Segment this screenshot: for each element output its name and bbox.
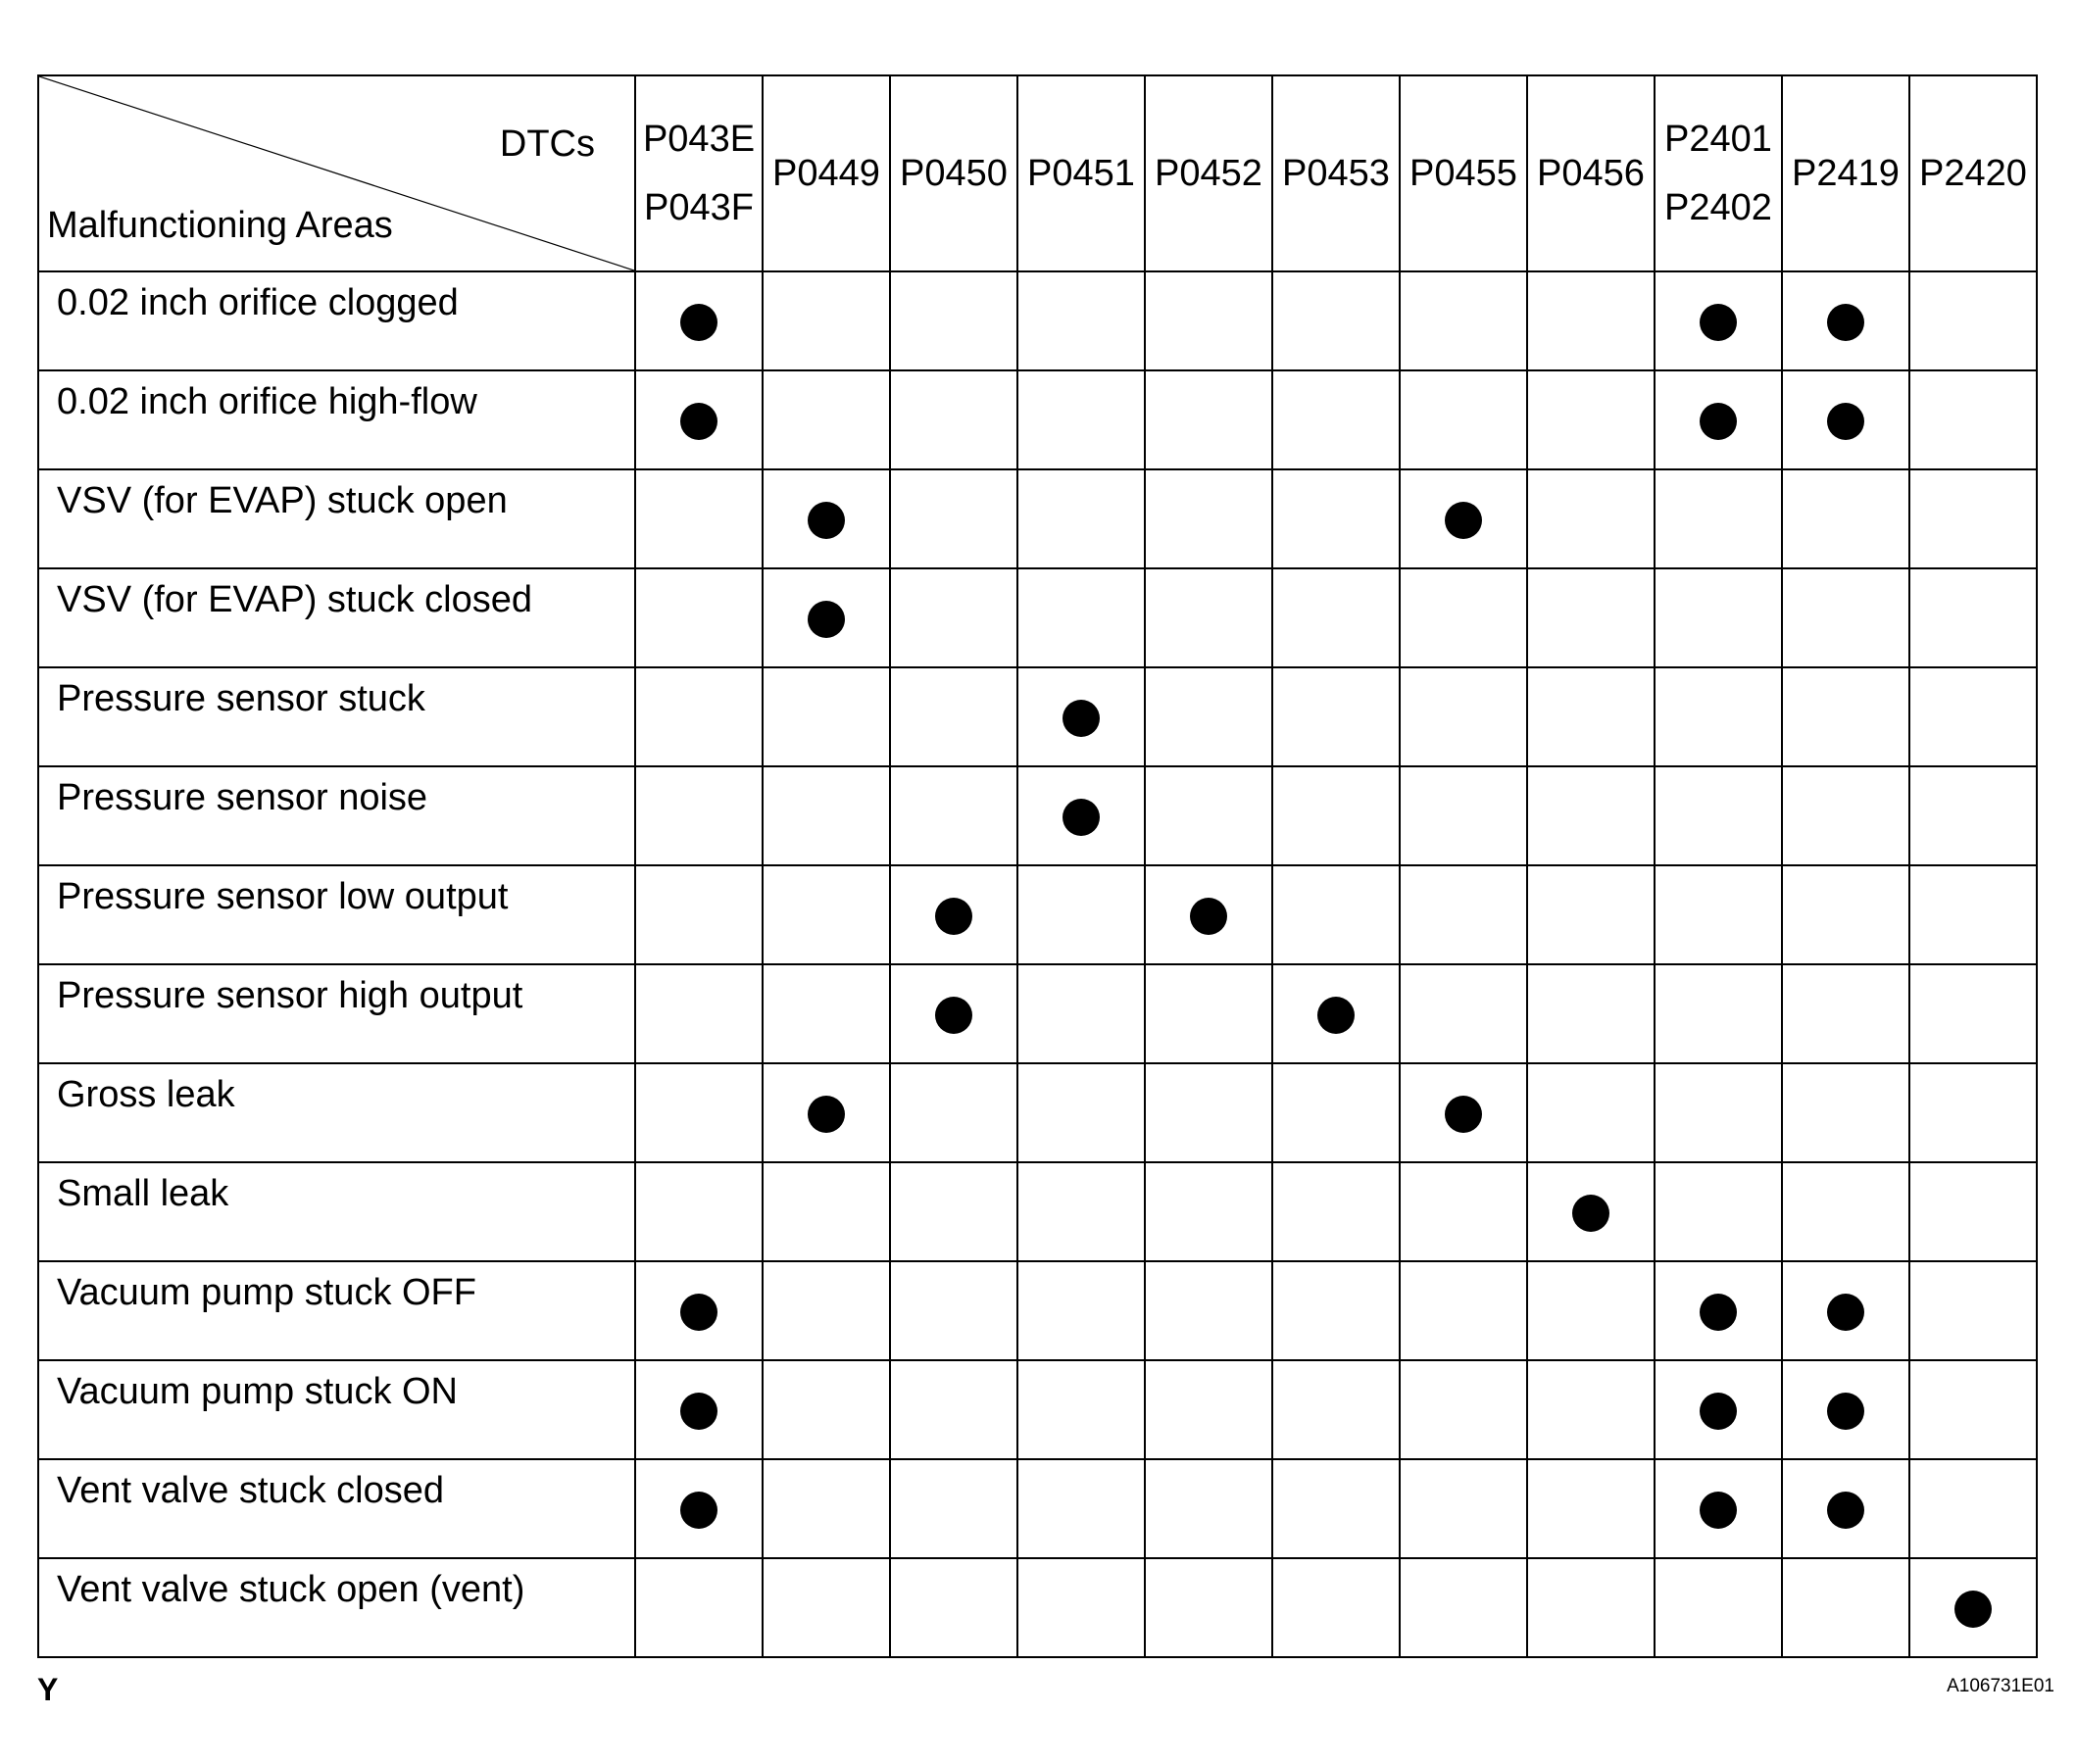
matrix-cell [1782,469,1909,568]
matrix-cell [1272,964,1400,1063]
matrix-cell [1655,271,1782,370]
matrix-cell [1782,1360,1909,1459]
dtc-column-header [1655,75,1782,271]
dtc-column-header [1145,75,1272,271]
matrix-cell [1527,667,1655,766]
matrix-cell [763,568,890,667]
table-row [38,568,2037,667]
applicable-dot-icon [680,1393,717,1430]
matrix-cell [1909,1063,2037,1162]
applicable-dot-icon [1827,304,1864,341]
matrix-cell [1145,469,1272,568]
dtc-column-header [1527,75,1655,271]
applicable-dot-icon [935,898,972,935]
matrix-cell [763,469,890,568]
matrix-cell [1909,1261,2037,1360]
matrix-cell [1655,469,1782,568]
matrix-cell [763,1360,890,1459]
matrix-cell [1909,766,2037,865]
matrix-cell [1527,1261,1655,1360]
matrix-cell [635,766,763,865]
table-body [38,271,2037,1657]
matrix-cell [1527,271,1655,370]
applicable-dot-icon [1063,799,1100,836]
matrix-cell [1655,964,1782,1063]
matrix-cell [1909,1162,2037,1261]
matrix-cell [1782,1162,1909,1261]
matrix-cell [635,469,763,568]
matrix-cell [1400,1162,1527,1261]
malfunction-area-label: Pressure sensor noise [38,766,635,865]
matrix-cell [1655,1063,1782,1162]
matrix-cell [763,1459,890,1558]
matrix-cell [890,865,1017,964]
matrix-cell [1145,271,1272,370]
matrix-cell [1272,271,1400,370]
matrix-cell [1017,1459,1145,1558]
matrix-cell [1272,1459,1400,1558]
matrix-cell [635,271,763,370]
matrix-cell [1527,865,1655,964]
applicable-dot-icon [1700,1492,1737,1529]
matrix-cell [1017,1558,1145,1657]
applicable-dot-icon [1700,403,1737,440]
matrix-cell [1017,370,1145,469]
matrix-cell [1400,964,1527,1063]
matrix-cell [1017,766,1145,865]
matrix-cell [1145,667,1272,766]
applicable-dot-icon [1827,1294,1864,1331]
matrix-cell [1527,1162,1655,1261]
matrix-cell [1145,865,1272,964]
malfunction-area-label: 0.02 inch orifice clogged [38,271,635,370]
dtc-column-header [1017,75,1145,271]
matrix-cell [1909,271,2037,370]
matrix-cell [1400,370,1527,469]
matrix-cell [635,1261,763,1360]
matrix-cell [1017,667,1145,766]
applicable-dot-icon [1190,898,1227,935]
matrix-cell [763,865,890,964]
matrix-cell [1782,766,1909,865]
malfunction-area-label: 0.02 inch orifice high-flow [38,370,635,469]
matrix-cell [1400,568,1527,667]
matrix-cell [1909,1558,2037,1657]
matrix-cell [1017,568,1145,667]
malfunction-area-label: Pressure sensor low output [38,865,635,964]
matrix-cell [1782,271,1909,370]
matrix-cell [1017,1261,1145,1360]
dtc-code: P0451 [1027,153,1135,194]
corner-header-cell [38,75,635,271]
matrix-cell [1145,1063,1272,1162]
matrix-cell [635,1360,763,1459]
matrix-cell [890,1360,1017,1459]
dtc-column-header [1272,75,1400,271]
malfunction-area-label: Vent valve stuck open (vent) [38,1558,635,1657]
matrix-cell [1145,964,1272,1063]
matrix-cell [1145,568,1272,667]
applicable-dot-icon [1700,1393,1737,1430]
matrix-cell [1782,1261,1909,1360]
matrix-cell [635,1162,763,1261]
applicable-dot-icon [935,997,972,1034]
matrix-cell [763,766,890,865]
matrix-cell [1145,1459,1272,1558]
dtc-code: P043F [644,187,754,228]
malfunction-area-label: Pressure sensor high output [38,964,635,1063]
matrix-cell [635,964,763,1063]
matrix-cell [890,370,1017,469]
matrix-cell [1400,1360,1527,1459]
applicable-dot-icon [1317,997,1355,1034]
dtc-code: P0452 [1155,153,1262,194]
matrix-cell [1527,1459,1655,1558]
matrix-cell [763,964,890,1063]
matrix-cell [763,271,890,370]
matrix-cell [1272,1261,1400,1360]
matrix-cell [1527,469,1655,568]
matrix-cell [1400,667,1527,766]
matrix-cell [890,1558,1017,1657]
dtc-column-header [1400,75,1527,271]
malfunctioning-areas-axis-label: Malfunctioning Areas [47,205,393,246]
matrix-cell [1017,964,1145,1063]
table-row [38,1261,2037,1360]
matrix-cell [1655,1459,1782,1558]
dtc-code: P2420 [1919,153,2027,194]
matrix-cell [1272,370,1400,469]
matrix-cell [1017,1063,1145,1162]
malfunction-area-label: Pressure sensor stuck [38,667,635,766]
matrix-cell [1400,865,1527,964]
dtc-column-header [763,75,890,271]
applicable-dot-icon [808,502,845,539]
matrix-cell [1909,1360,2037,1459]
matrix-cell [890,1063,1017,1162]
matrix-cell [763,667,890,766]
matrix-cell [1272,568,1400,667]
dtc-column-header [890,75,1017,271]
matrix-cell [763,1261,890,1360]
matrix-cell [1272,1360,1400,1459]
matrix-cell [1017,1162,1145,1261]
dtc-code: P0450 [900,153,1008,194]
malfunction-area-label: VSV (for EVAP) stuck open [38,469,635,568]
table-row [38,370,2037,469]
matrix-cell [1017,1360,1145,1459]
matrix-cell [1909,964,2037,1063]
matrix-cell [1527,1558,1655,1657]
matrix-cell [1145,1360,1272,1459]
applicable-dot-icon [1954,1591,1992,1628]
matrix-cell [890,766,1017,865]
header-row [38,75,2037,271]
matrix-cell [1527,568,1655,667]
matrix-cell [1272,1558,1400,1657]
matrix-cell [635,1063,763,1162]
table-row [38,1459,2037,1558]
applicable-dot-icon [1063,700,1100,737]
matrix-cell [1782,1558,1909,1657]
dtc-code: P0453 [1282,153,1390,194]
dtc-code: P2402 [1664,187,1772,228]
matrix-cell [890,469,1017,568]
matrix-cell [1655,1261,1782,1360]
applicable-dot-icon [680,304,717,341]
applicable-dot-icon [1445,502,1482,539]
matrix-cell [1782,568,1909,667]
matrix-cell [1909,1459,2037,1558]
matrix-cell [1909,370,2037,469]
dtc-code: P0455 [1409,153,1517,194]
applicable-dot-icon [1827,1393,1864,1430]
matrix-cell [1145,370,1272,469]
matrix-cell [1527,1360,1655,1459]
matrix-cell [635,370,763,469]
matrix-cell [890,964,1017,1063]
applicable-dot-icon [680,1492,717,1529]
table-row [38,271,2037,370]
matrix-cell [1909,667,2037,766]
table-row [38,766,2037,865]
applicable-dot-icon [680,1294,717,1331]
dtc-code: P0456 [1537,153,1645,194]
matrix-cell [1400,766,1527,865]
matrix-cell [890,667,1017,766]
matrix-cell [1272,667,1400,766]
matrix-cell [890,1459,1017,1558]
matrix-cell [890,1261,1017,1360]
dtc-column-header [635,75,763,271]
matrix-cell [1145,1558,1272,1657]
matrix-cell [1400,1261,1527,1360]
malfunction-area-label: Vacuum pump stuck ON [38,1360,635,1459]
dtc-code: P2401 [1664,119,1772,160]
matrix-cell [1017,469,1145,568]
table-row [38,667,2037,766]
matrix-cell [763,370,890,469]
table-row [38,1063,2037,1162]
dtc-malfunction-matrix [37,74,2038,1658]
footer-mark: Y [37,1672,59,1707]
matrix-cell [1782,370,1909,469]
dtc-column-header [1909,75,2037,271]
matrix-cell [1272,1063,1400,1162]
table-row [38,1558,2037,1657]
matrix-cell [1145,1162,1272,1261]
applicable-dot-icon [1827,403,1864,440]
matrix-cell [1527,1063,1655,1162]
matrix-cell [1909,469,2037,568]
dtc-code: P2419 [1792,153,1900,194]
malfunction-area-label: VSV (for EVAP) stuck closed [38,568,635,667]
malfunction-area-label: Vent valve stuck closed [38,1459,635,1558]
matrix-cell [1655,865,1782,964]
matrix-cell [1400,271,1527,370]
matrix-cell [1782,667,1909,766]
matrix-cell [1272,469,1400,568]
matrix-cell [1017,271,1145,370]
matrix-cell [1655,1162,1782,1261]
matrix-cell [1909,568,2037,667]
applicable-dot-icon [1700,1294,1737,1331]
matrix-cell [1655,667,1782,766]
matrix-cell [1782,1459,1909,1558]
matrix-cell [1400,469,1527,568]
table-row [38,469,2037,568]
matrix-cell [635,1558,763,1657]
matrix-cell [1017,865,1145,964]
malfunction-area-label: Vacuum pump stuck OFF [38,1261,635,1360]
applicable-dot-icon [1445,1096,1482,1133]
matrix-cell [763,1063,890,1162]
matrix-cell [1655,370,1782,469]
matrix-cell [763,1558,890,1657]
matrix-cell [890,568,1017,667]
matrix-cell [1400,1459,1527,1558]
applicable-dot-icon [1572,1195,1609,1232]
matrix-cell [635,865,763,964]
matrix-cell [1655,568,1782,667]
matrix-cell [1145,766,1272,865]
table-row [38,865,2037,964]
matrix-cell [1272,766,1400,865]
figure-id: A106731E01 [1947,1676,2054,1696]
dtc-column-header [1782,75,1909,271]
matrix-cell [1400,1063,1527,1162]
applicable-dot-icon [680,403,717,440]
matrix-cell [1655,766,1782,865]
table-row [38,1360,2037,1459]
table-row [38,1162,2037,1261]
matrix-cell [1782,1063,1909,1162]
dtc-code: P0449 [772,153,880,194]
matrix-cell [1145,1261,1272,1360]
matrix-cell [635,568,763,667]
dtc-code: P043E [642,119,756,160]
applicable-dot-icon [808,601,845,638]
matrix-cell [1782,964,1909,1063]
matrix-cell [1782,865,1909,964]
table-row [38,964,2037,1063]
malfunction-area-label: Small leak [38,1162,635,1261]
matrix-cell [1272,865,1400,964]
matrix-cell [763,1162,890,1261]
dtcs-axis-label: DTCs [499,123,595,165]
malfunction-area-label: Gross leak [38,1063,635,1162]
matrix-cell [1272,1162,1400,1261]
applicable-dot-icon [1700,304,1737,341]
applicable-dot-icon [808,1096,845,1133]
matrix-cell [635,1459,763,1558]
matrix-cell [1909,865,2037,964]
applicable-dot-icon [1827,1492,1864,1529]
matrix-cell [1527,766,1655,865]
matrix-cell [1655,1360,1782,1459]
matrix-cell [890,271,1017,370]
matrix-cell [635,667,763,766]
matrix-cell [890,1162,1017,1261]
matrix-cell [1527,370,1655,469]
matrix-cell [1527,964,1655,1063]
matrix-cell [1655,1558,1782,1657]
matrix-cell [1400,1558,1527,1657]
